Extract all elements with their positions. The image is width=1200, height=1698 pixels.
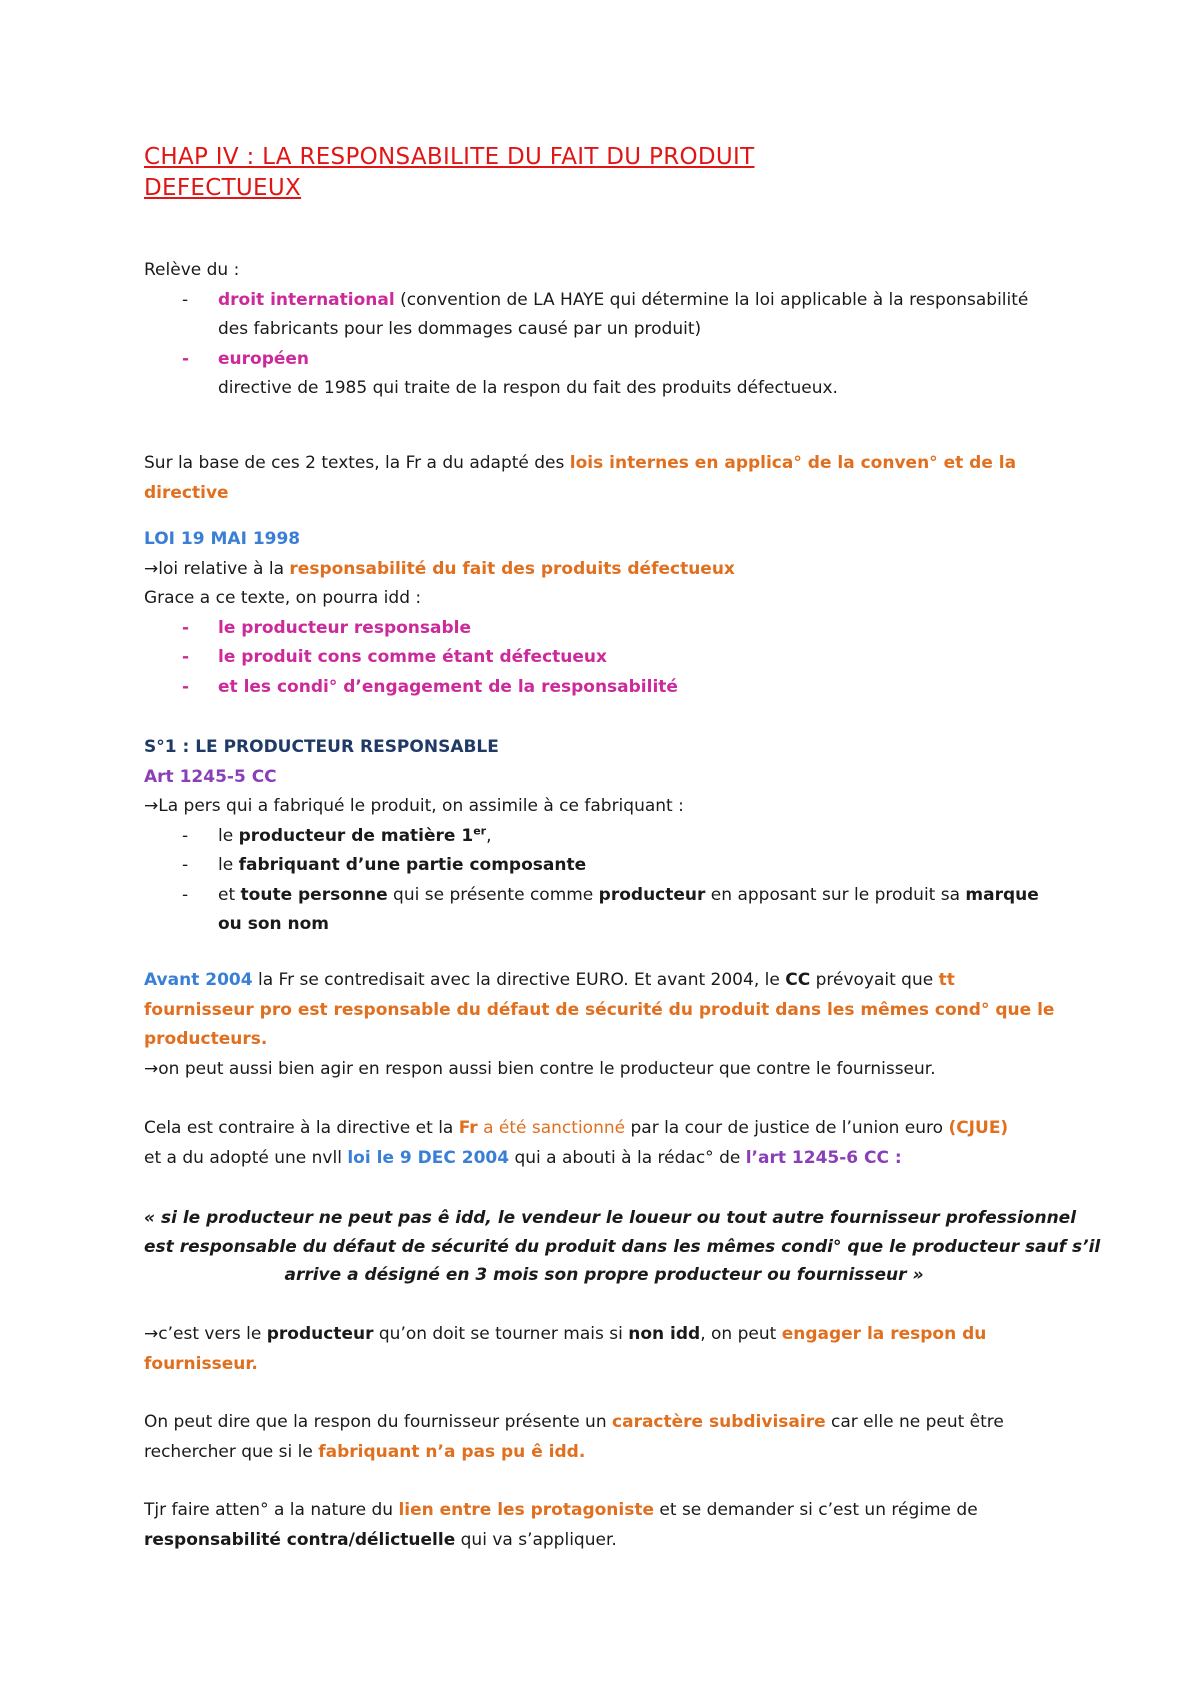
arrow-icon: → (144, 558, 159, 579)
list-item-continuation: directive de 1985 qui traite de la respon du fait des produits défectueux. (218, 378, 838, 398)
subdivisaire-paragraph: On peut dire que la respon du fournisseur présente un caractère subdivisaire car elle ne peut être rechercher que si le fabriquant n’a pas pu ê idd. (144, 1412, 1004, 1462)
arrow-icon: → (144, 796, 159, 816)
list-item: - le fabriquant d’une partie composante (144, 851, 1064, 881)
section-heading: LOI 19 MAI 1998 (144, 529, 301, 549)
list-item: - le producteur de matière 1er, (144, 822, 1064, 852)
base-paragraph: Sur la base de ces 2 textes, la Fr a du adapté des lois internes en applica° de la conven° et de la directive (144, 453, 1017, 503)
page-title (144, 142, 1044, 204)
avant-paragraph: Avant 2004 la Fr se contredisait avec la directive EURO. Et avant 2004, le CC prévoyait que tt fournisseur pro est responsable du défaut de sécurité du produit dans les mêmes cond° que le producteurs. →on peut aussi bien agir en respon aussi bien contre le producteur que contre le fournisseur. (144, 970, 1055, 1079)
list-item: - le produit cons comme étant défectueux (144, 643, 1064, 673)
releve-section (144, 256, 1064, 404)
list-item-continuation: des fabricants pour les dommages causé par un produit) (218, 319, 702, 339)
article-ref: Art 1245-5 CC (144, 766, 277, 787)
tjr-paragraph: Tjr faire atten° a la nature du lien entre les protagoniste et se demander si c’est un régime de responsabilité contra/délictuelle qui va s’appliquer. (144, 1500, 978, 1550)
list-item: - et toute personne qui se présente comme producteur en apposant sur le produit sa marque (144, 881, 1064, 911)
vers-paragraph: →c’est vers le producteur qu’on doit se tourner mais si non idd, on peut engager la respon du fournisseur. (144, 1324, 987, 1374)
releve-intro: Relève du : (144, 260, 240, 280)
title-line-1: CHAP IV : LA RESPONSABILITE DU FAIT DU PRODUIT (144, 144, 755, 170)
arrow-icon: → (144, 1324, 159, 1344)
quoted-article: « si le producteur ne peut pas ê idd, le vendeur le loueur ou tout autre fournisseur professionnel est responsable du défaut de sécurité du produit dans les mêmes condi° que le producteur sauf s’il arrive a désigné en 3 mois son propre producteur ou fournisseur » (144, 1208, 1101, 1285)
arrow-icon: → (144, 1058, 159, 1079)
list-item: - européen (144, 345, 1064, 375)
s1-section: S°1 : LE PRODUCTEUR RESPONSABLE Art 1245-5 CC →La pers qui a fabriqué le produit, on assimile à ce fabriquant : - le producteur de matière 1er, - le fabriquant d’une partie composante - et toute personne qui se présente comme producteur en apposant sur le produit sa marque ou son nom (144, 733, 1064, 940)
list-item: - le producteur responsable (144, 614, 1064, 644)
list-item: - droit international (convention de LA HAYE qui détermine la loi applicable à la responsabilité (144, 286, 1064, 316)
loi-section: LOI 19 MAI 1998 →loi relative à la responsabilité du fait des produits défectueux Grace a ce texte, on pourra idd : - le producteur responsable - le produit cons comme étant défectueux - et les condi° d’engagement de la responsabilité (144, 525, 1064, 702)
cela-paragraph: Cela est contraire à la directive et la Fr a été sanctionné par la cour de justice de l’union euro (CJUE) et a du adopté une nvll loi le 9 DEC 2004 qui a abouti à la rédac° de l’art 1245-6 CC : (144, 1118, 1009, 1168)
title-line-2: DEFECTUEUX (144, 175, 302, 201)
list-item: - et les condi° d’engagement de la responsabilité (144, 673, 1064, 703)
section-heading: S°1 : LE PRODUCTEUR RESPONSABLE (144, 737, 499, 757)
